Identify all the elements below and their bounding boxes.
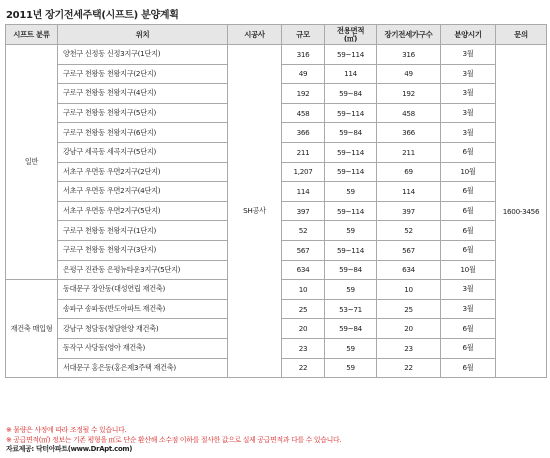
period-cell: 3월 bbox=[441, 45, 496, 65]
shift-plan-table bbox=[5, 24, 547, 378]
area-cell: 59~114 bbox=[325, 201, 377, 221]
units-cell: 567 bbox=[377, 240, 441, 260]
units-cell: 52 bbox=[377, 221, 441, 241]
location-cell: 서초구 우면동 우면2지구(4단지) bbox=[58, 182, 228, 202]
units-cell: 114 bbox=[377, 182, 441, 202]
location-cell: 구로구 천왕동 천왕지구(6단지) bbox=[58, 123, 228, 143]
units-cell: 22 bbox=[377, 358, 441, 378]
scale-cell: 49 bbox=[282, 64, 325, 84]
units-cell: 458 bbox=[377, 103, 441, 123]
location-cell: 동작구 사당동(영아 재건축) bbox=[58, 338, 228, 358]
units-cell: 10 bbox=[377, 280, 441, 300]
units-cell: 69 bbox=[377, 162, 441, 182]
period-cell: 3월 bbox=[441, 280, 496, 300]
location-cell: 은평구 진관동 은평뉴타운3지구(5단지) bbox=[58, 260, 228, 280]
period-cell: 6월 bbox=[441, 221, 496, 241]
scale-cell: 458 bbox=[282, 103, 325, 123]
header-category: 시프트 분류 bbox=[6, 25, 58, 45]
area-cell: 59~114 bbox=[325, 142, 377, 162]
header-contact: 문의 bbox=[496, 25, 547, 45]
area-cell: 59 bbox=[325, 358, 377, 378]
scale-cell: 567 bbox=[282, 240, 325, 260]
period-cell: 6월 bbox=[441, 201, 496, 221]
units-cell: 25 bbox=[377, 299, 441, 319]
units-cell: 316 bbox=[377, 45, 441, 65]
scale-cell: 316 bbox=[282, 45, 325, 65]
footnote-1: ※ 물량은 사정에 따라 조정될 수 있습니다. bbox=[6, 426, 127, 434]
period-cell: 3월 bbox=[441, 84, 496, 104]
location-cell: 양천구 신정동 신정3지구(1단지) bbox=[58, 45, 228, 65]
category-cell-redev: 재건축 매입형 bbox=[6, 280, 58, 378]
header-location: 위치 bbox=[58, 25, 228, 45]
footnote-2: ※ 공급면적(㎡) 정보는 기존 평형을 ㎡로 단순 환산해 소수점 이하를 절사한 값으로 실제 공급면적과 다를 수 있습니다. bbox=[6, 435, 342, 444]
scale-cell: 211 bbox=[282, 142, 325, 162]
area-cell: 114 bbox=[325, 64, 377, 84]
header-scale: 규모 bbox=[282, 25, 325, 45]
location-cell: 구로구 천왕동 천왕지구(4단지) bbox=[58, 84, 228, 104]
period-cell: 6월 bbox=[441, 338, 496, 358]
page-title: 2011년 장기전세주택(시프트) 분양계획 bbox=[6, 10, 179, 21]
header-period: 분양시기 bbox=[441, 25, 496, 45]
units-cell: 49 bbox=[377, 64, 441, 84]
scale-cell: 22 bbox=[282, 358, 325, 378]
location-cell: 구로구 천왕동 천왕지구(1단지) bbox=[58, 221, 228, 241]
units-cell: 23 bbox=[377, 338, 441, 358]
period-cell: 6월 bbox=[441, 240, 496, 260]
scale-cell: 52 bbox=[282, 221, 325, 241]
period-cell: 6월 bbox=[441, 182, 496, 202]
period-cell: 10월 bbox=[441, 260, 496, 280]
units-cell: 211 bbox=[377, 142, 441, 162]
location-cell: 동대문구 장안동(대성연립 재건축) bbox=[58, 280, 228, 300]
scale-cell: 634 bbox=[282, 260, 325, 280]
category-cell-general: 일반 bbox=[6, 45, 58, 280]
location-cell: 송파구 송파동(반도아파트 재건축) bbox=[58, 299, 228, 319]
period-cell: 6월 bbox=[441, 358, 496, 378]
period-cell: 3월 bbox=[441, 103, 496, 123]
location-cell: 서초구 우면동 우면2지구(2단지) bbox=[58, 162, 228, 182]
area-cell: 59~84 bbox=[325, 260, 377, 280]
header-builder: 시공사 bbox=[228, 25, 282, 45]
footnotes bbox=[6, 426, 341, 455]
area-cell: 59~84 bbox=[325, 319, 377, 339]
header-units: 장기전세가구수 bbox=[377, 25, 441, 45]
units-cell: 634 bbox=[377, 260, 441, 280]
location-cell: 서초구 우면동 우면2지구(5단지) bbox=[58, 201, 228, 221]
area-cell: 59~114 bbox=[325, 45, 377, 65]
builder-cell: SH공사 bbox=[228, 45, 282, 378]
units-cell: 192 bbox=[377, 84, 441, 104]
area-cell: 59 bbox=[325, 338, 377, 358]
period-cell: 3월 bbox=[441, 64, 496, 84]
period-cell: 6월 bbox=[441, 319, 496, 339]
area-cell: 59~114 bbox=[325, 240, 377, 260]
header-area: 전용면적 (㎡) bbox=[325, 25, 377, 45]
units-cell: 397 bbox=[377, 201, 441, 221]
area-cell: 59~114 bbox=[325, 162, 377, 182]
location-cell: 구로구 천왕동 천왕지구(2단지) bbox=[58, 64, 228, 84]
location-cell: 강남구 세곡동 세곡지구(5단지) bbox=[58, 142, 228, 162]
units-cell: 20 bbox=[377, 319, 441, 339]
period-cell: 6월 bbox=[441, 142, 496, 162]
table-row bbox=[6, 45, 547, 65]
area-cell: 59~84 bbox=[325, 123, 377, 143]
scale-cell: 10 bbox=[282, 280, 325, 300]
area-cell: 59~114 bbox=[325, 103, 377, 123]
period-cell: 10월 bbox=[441, 162, 496, 182]
period-cell: 3월 bbox=[441, 299, 496, 319]
period-cell: 3월 bbox=[441, 123, 496, 143]
scale-cell: 366 bbox=[282, 123, 325, 143]
source-credit: 자료제공: 닥터아파트(www.DrApt.com) bbox=[6, 445, 133, 453]
scale-cell: 1,207 bbox=[282, 162, 325, 182]
location-cell: 구로구 천왕동 천왕지구(3단지) bbox=[58, 240, 228, 260]
table-header-row bbox=[6, 25, 547, 45]
location-cell: 서대문구 홍은동(홍은제3주택 재건축) bbox=[58, 358, 228, 378]
scale-cell: 114 bbox=[282, 182, 325, 202]
scale-cell: 25 bbox=[282, 299, 325, 319]
scale-cell: 192 bbox=[282, 84, 325, 104]
location-cell: 강남구 청담동(청담한양 재건축) bbox=[58, 319, 228, 339]
area-cell: 59~84 bbox=[325, 84, 377, 104]
area-cell: 59 bbox=[325, 221, 377, 241]
area-cell: 59 bbox=[325, 280, 377, 300]
contact-cell: 1600-3456 bbox=[496, 45, 547, 378]
units-cell: 366 bbox=[377, 123, 441, 143]
area-cell: 53~71 bbox=[325, 299, 377, 319]
area-cell: 59 bbox=[325, 182, 377, 202]
scale-cell: 23 bbox=[282, 338, 325, 358]
scale-cell: 20 bbox=[282, 319, 325, 339]
scale-cell: 397 bbox=[282, 201, 325, 221]
location-cell: 구로구 천왕동 천왕지구(5단지) bbox=[58, 103, 228, 123]
